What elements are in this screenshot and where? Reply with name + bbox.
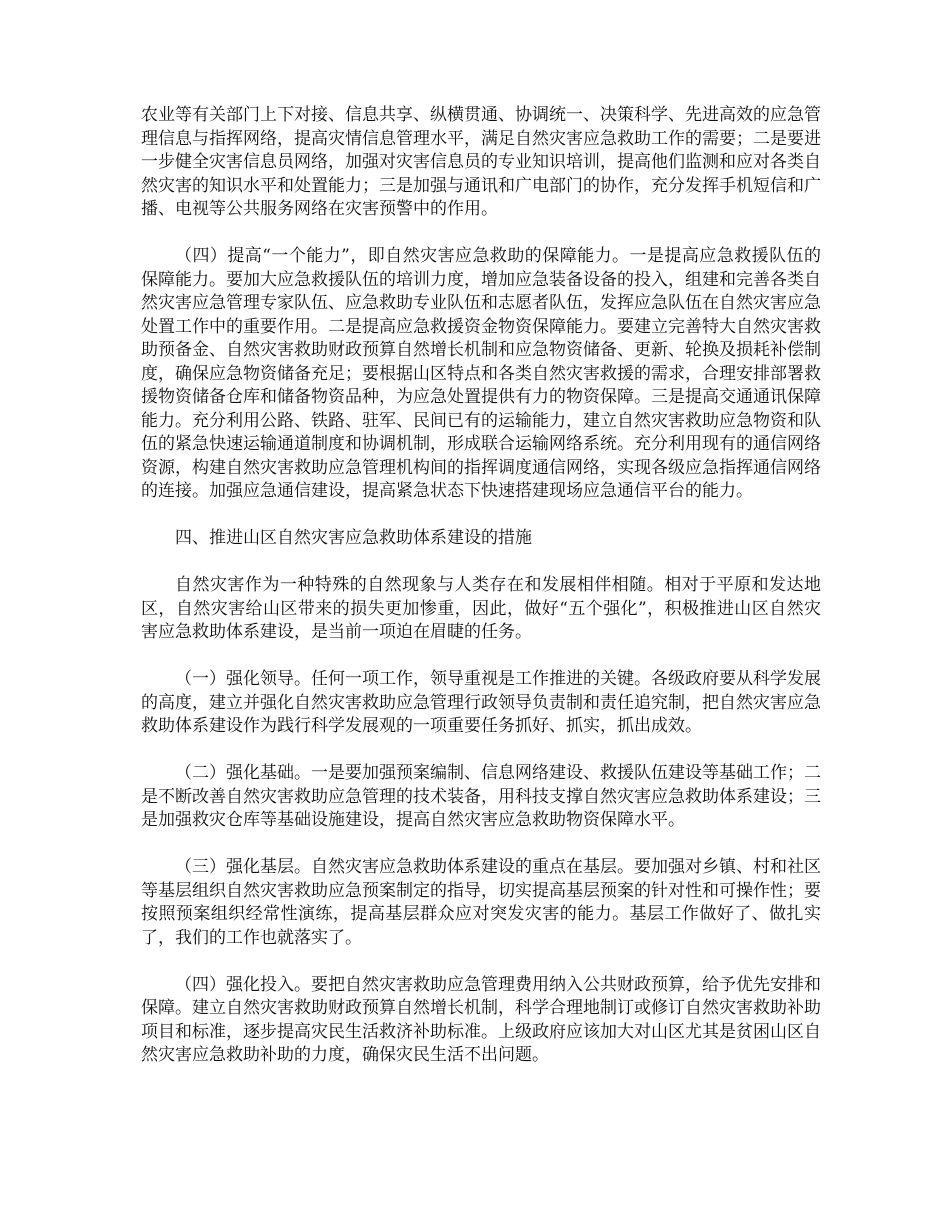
paragraph-investment: （四）强化投入。要把自然灾害救助应急管理费用纳入公共财政预算，给予优先安排和保障。建立自然灾害救助财政预算自然增长机制，科学合理地制订或修订自然灾害救助补助项目和标准，逐步提高灾民生活救济补助标准。上级政府应该加大对山区尤其是贫困山区自然灾害应急救助补助的力度，确保灾民生活不出问题。 <box>141 974 821 1065</box>
paragraph-grassroots: （三）强化基层。自然灾害应急救助体系建设的重点在基层。要加强对乡镇、村和社区等基层组织自然灾害救助应急预案制定的指导，切实提高基层预案的针对性和可操作性；要按照预案组织经常性演练，提高基层群众应对突发灾害的能力。基层工作做好了、做扎实了，我们的工作也就落实了。 <box>141 857 821 948</box>
paragraph-section-four-ability: （四）提高“一个能力”，即自然灾害应急救助的保障能力。一是提高应急救援队伍的保障能力。要加大应急救援队伍的培训力度，增加应急装备设备的投入，组建和完善各类自然灾害应急管理专家队伍、应急救助专业队伍和志愿者队伍，发挥应急队伍在自然灾害应急处置工作中的重要作用。二是提高应急救援资金物资保障能力。要建立完善特大自然灾害救助预备金、自然灾害救助财政预算自然增长机制和应急物资储备、更新、轮换及损耗补偿制度，确保应急物资储备充足；要根据山区特点和各类自然灾害救援的需求，合理安排部署救援物资储备仓库和储备物资品种，为应急处置提供有力的物资保障。三是提高交通通讯保障能力。充分利用公路、铁路、驻军、民间已有的运输能力，建立自然灾害救助应急物资和队伍的紧急快速运输通道制度和协调机制，形成联合运输网络系统。充分利用现有的通信网络资源，构建自然灾害救助应急管理机构间的指挥调度通信网络，实现各级应急指挥通信网络的连接。加强应急通信建设，提高紧急状态下快速搭建现场应急通信平台的能力。 <box>141 246 821 501</box>
paragraph-leadership: （一）强化领导。任何一项工作，领导重视是工作推进的关键。各级政府要从科学发展的高度，建立并强化自然灾害救助应急管理行政领导负责制和责任追究制，把自然灾害应急救助体系建设作为践行科学发展观的一项重要任务抓好、抓实，抓出成效。 <box>141 669 821 736</box>
paragraph-continuation: 农业等有关部门上下对接、信息共享、纵横贯通、协调统一、决策科学、先进高效的应急管理信息与指挥网络，提高灾情信息管理水平，满足自然灾害应急救助工作的需要；二是要进一步健全灾害信息员网络，加强对灾害信息员的专业知识培训，提高他们监测和应对各类自然灾害的知识水平和处置能力；三是加强与通讯和广电部门的协作，充分发挥手机短信和广播、电视等公共服务网络在灾害预警中的作用。 <box>141 105 821 219</box>
paragraph-intro: 自然灾害作为一种特殊的自然现象与人类存在和发展相伴相随。相对于平原和发达地区，自然灾害给山区带来的损失更加惨重，因此，做好“五个强化”，积极推进山区自然灾害应急救助体系建设，是当前一项迫在眉睫的任务。 <box>141 575 821 642</box>
paragraph-foundation: （二）强化基础。一是要加强预案编制、信息网络建设、救援队伍建设等基础工作；二是不断改善自然灾害救助应急管理的技术装备，用科技支撑自然灾害应急救助体系建设；三是加强救灾仓库等基础设施建设，提高自然灾害应急救助物资保障水平。 <box>141 763 821 830</box>
section-heading: 四、推进山区自然灾害应急救助体系建设的措施 <box>175 528 532 548</box>
document-page <box>141 104 821 1091</box>
